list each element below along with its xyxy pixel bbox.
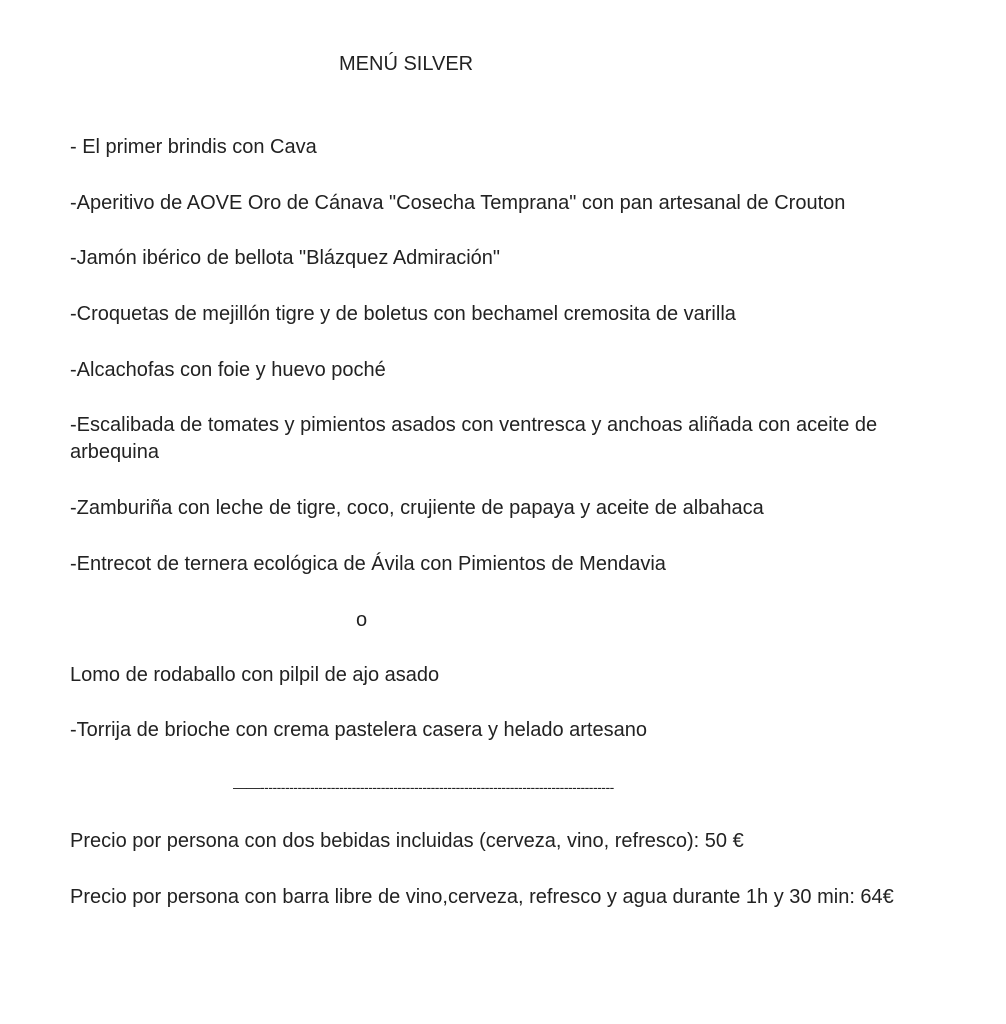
menu-item: -Aperitivo de AOVE Oro de Cánava "Cosecha Temprana" con pan artesanal de Crouton [70, 192, 846, 214]
price-line: Precio por persona con dos bebidas incluidas (cerveza, vino, refresco): 50 € [70, 830, 744, 852]
menu-item: - El primer brindis con Cava [70, 136, 317, 158]
separator-line: ——------------------------------------------------------------------------------------- [233, 779, 614, 795]
menu-item-alternative: Lomo de rodaballo con pilpil de ajo asado [70, 664, 440, 686]
menu-item: -Zamburiña con leche de tigre, coco, crujiente de papaya y aceite de albahaca [70, 497, 764, 519]
menu-item: -Escalibada de tomates y pimientos asados con ventresca y anchoas aliñada con aceite de arbequina [70, 414, 878, 463]
or-connector: o [356, 609, 368, 631]
menu-item: -Entrecot de ternera ecológica de Ávila con Pimientos de Mendavia [70, 553, 666, 575]
menu-item-dessert: -Torrija de brioche con crema pastelera casera y helado artesano [70, 719, 647, 741]
menu-item: -Alcachofas con foie y huevo poché [70, 359, 386, 381]
menu-item: -Croquetas de mejillón tigre y de boletus con bechamel cremosita de varilla [70, 303, 736, 325]
price-line: Precio por persona con barra libre de vino,cerveza, refresco y agua durante 1h y 30 min: 64€ [70, 886, 894, 908]
menu-item: -Jamón ibérico de bellota "Blázquez Admiración" [70, 247, 500, 269]
menu-title: MENÚ SILVER [339, 53, 474, 75]
